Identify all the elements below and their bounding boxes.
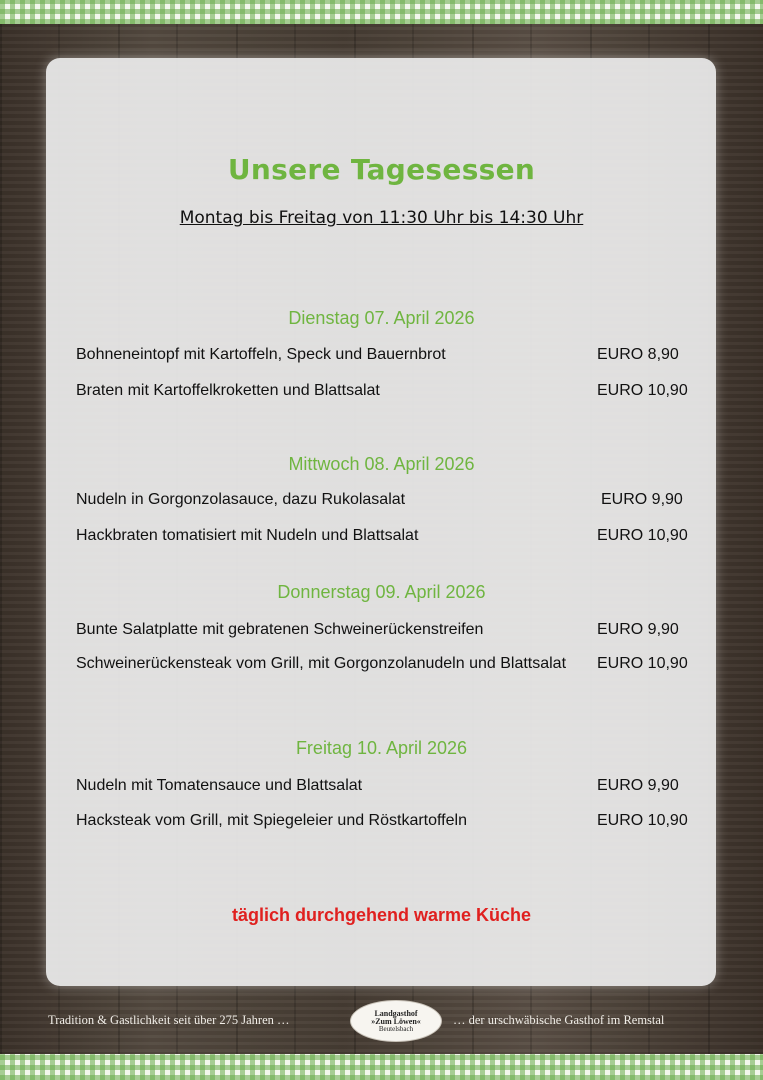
gingham-border-bottom [0, 1054, 763, 1080]
menu-title: Unsere Tagesessen [227, 153, 536, 186]
logo-line: »Zum Löwen« [371, 1016, 421, 1026]
warm-kitchen-note: täglich durchgehend warme Küche [231, 905, 532, 925]
dish-name: Braten mit Kartoffelkroketten und Blattsalat [76, 382, 380, 399]
opening-hours: Montag bis Freitag von 11:30 Uhr bis 14:30 Uhr [179, 208, 584, 228]
dish-name: Schweinerückensteak vom Grill, mit Gorgonzolanudeln und Blattsalat [76, 655, 567, 672]
gingham-border-top [0, 0, 763, 24]
dish-price: EURO 9,90 [597, 777, 679, 794]
dish-price: EURO 10,90 [597, 812, 688, 829]
dish-price: EURO 9,90 [601, 491, 683, 508]
dish-name: Bunte Salatplatte mit gebratenen Schweinerückenstreifen [76, 621, 484, 638]
dish-name: Hacksteak vom Grill, mit Spiegeleier und Röstkartoffeln [76, 812, 467, 829]
dish-name: Nudeln mit Tomatensauce und Blattsalat [76, 777, 363, 794]
dish-price: EURO 10,90 [597, 655, 688, 672]
menu-panel [46, 58, 716, 986]
dish-price: EURO 10,90 [597, 527, 688, 544]
dish-name: Bohneneintopf mit Kartoffeln, Speck und Bauernbrot [76, 346, 446, 363]
dish-price: EURO 8,90 [597, 346, 679, 363]
dish-name: Hackbraten tomatisiert mit Nudeln und Blattsalat [76, 527, 419, 544]
day-heading-wednesday: Mittwoch 08. April 2026 [288, 454, 475, 474]
footer-tagline-right: … der urschwäbische Gasthof im Remstal [453, 1013, 665, 1027]
dish-price: EURO 10,90 [597, 382, 688, 399]
dish-name: Nudeln in Gorgonzolasauce, dazu Rukolasalat [76, 491, 406, 508]
gasthof-logo [350, 1000, 442, 1042]
day-heading-thursday: Donnerstag 09. April 2026 [277, 582, 486, 602]
day-heading-tuesday: Dienstag 07. April 2026 [288, 308, 475, 328]
logo-line: Landgasthof [374, 1008, 418, 1018]
dish-price: EURO 9,90 [597, 621, 679, 638]
logo-line: Beutelsbach [378, 1024, 414, 1033]
day-heading-friday: Freitag 10. April 2026 [295, 738, 468, 758]
footer-tagline-left: Tradition & Gastlichkeit seit über 275 Jahren … [48, 1013, 290, 1027]
